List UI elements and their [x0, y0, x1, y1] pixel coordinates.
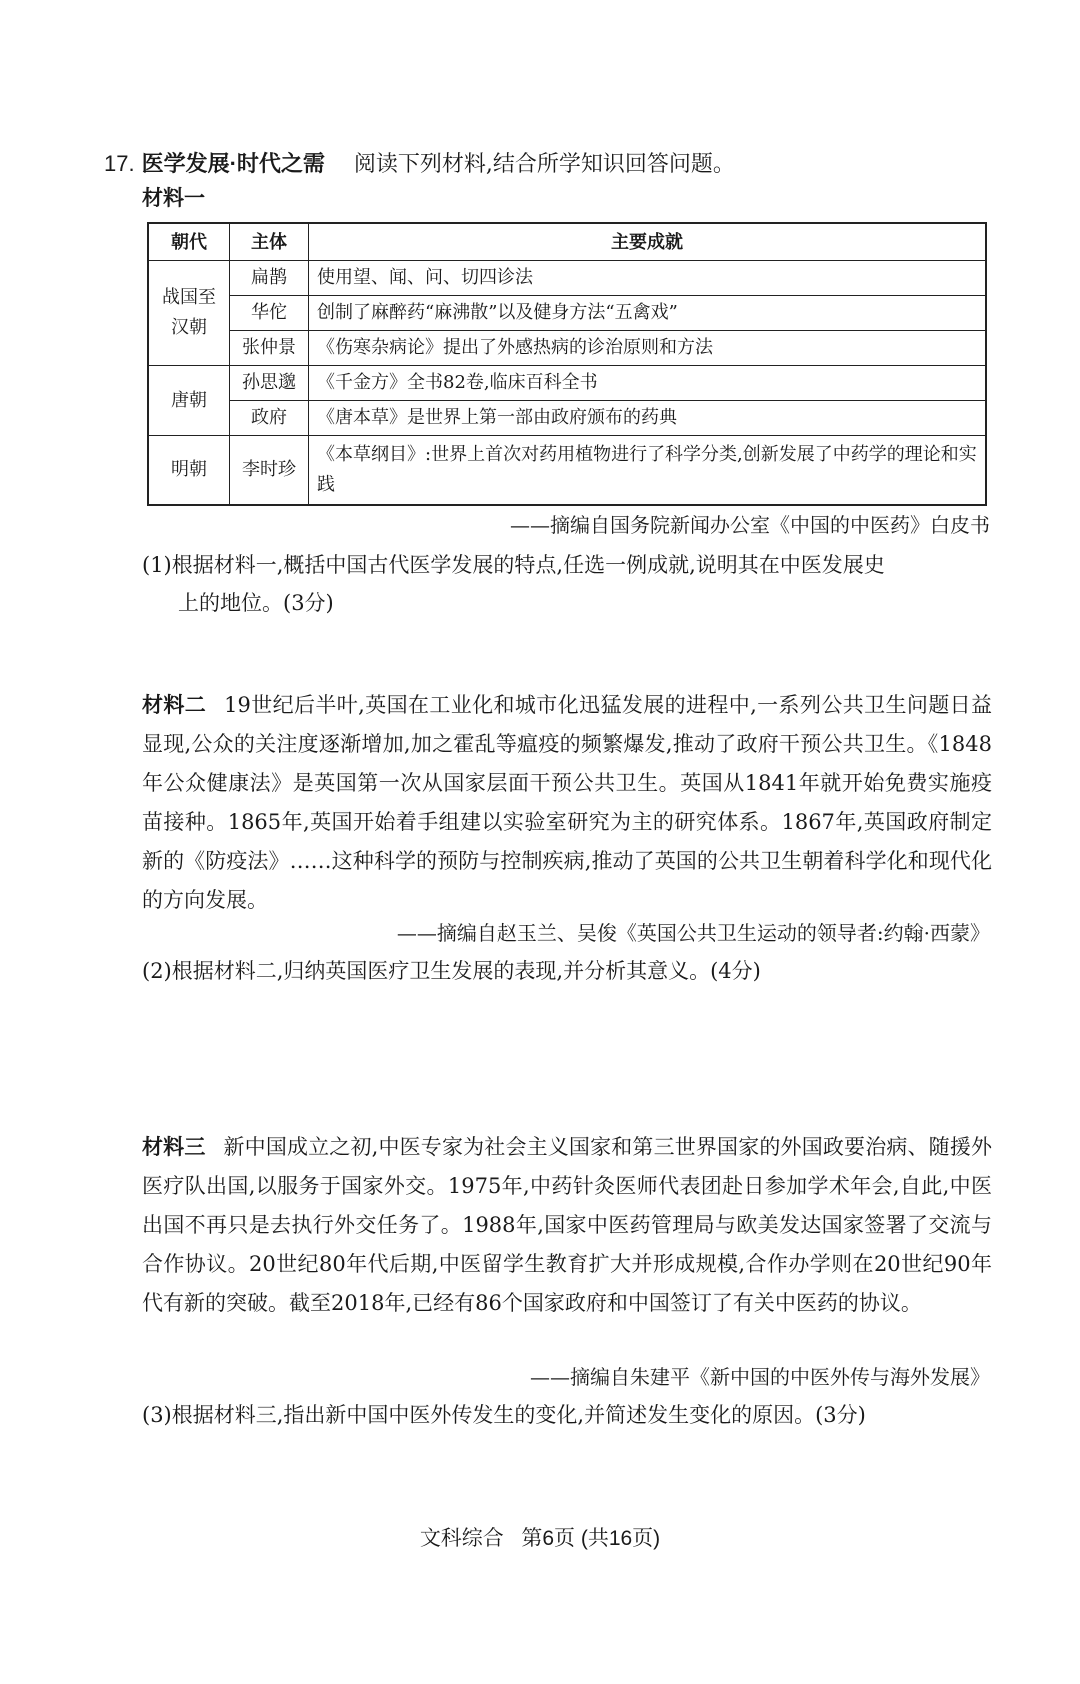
question-header	[104, 148, 735, 181]
table-row	[148, 366, 986, 401]
achievement-cell: 《千金方》全书82卷,临床百科全书	[309, 366, 987, 401]
header-dynasty: 朝代	[148, 223, 230, 261]
footer-text: 文科综合 第6页 (共16页)	[419, 1527, 661, 1550]
material3	[142, 1128, 992, 1323]
table-row	[148, 436, 986, 506]
subject-cell: 华佗	[230, 296, 309, 331]
table-row	[148, 401, 986, 436]
subject-cell: 孙思邈	[230, 366, 309, 401]
question-topic: 医学发展·时代之需	[141, 151, 325, 176]
achievement-cell: 《本草纲目》:世界上首次对药用植物进行了科学分类,创新发展了中药学的理论和实践	[309, 436, 987, 506]
achievement-cell: 使用望、闻、问、切四诊法	[309, 261, 987, 296]
material3-text: 新中国成立之初,中医专家为社会主义国家和第三世界国家的外国政要治病、随援外医疗队出国,以服务于国家外交。1975年,中药针灸医师代表团赴日参加学术年会,自此,中医出国不再只是去执行外交任务了。1988年,国家中医药管理局与欧美发达国家签署了交流与合作协议。20世纪80年代后期,中医留学生教育扩大并形成规模,合作办学则在20世纪90年代有新的突破。截至2018年,已经有86个国家政府和中国签订了有关中医药的协议。	[142, 1135, 992, 1315]
material3-label: 材料三	[142, 1136, 206, 1159]
achievement-cell: 《唐本草》是世界上第一部由政府颁布的药典	[309, 401, 987, 436]
table-row	[148, 261, 986, 296]
page-footer	[0, 1524, 1080, 1554]
dynasty-cell: 唐朝	[148, 366, 230, 436]
table-row	[148, 296, 986, 331]
material2-label: 材料二	[142, 694, 207, 717]
sub-question-3-line1: (3)根据材料三,指出新中国中医外传发生的变化,并简述发生变化的原因。(3分)	[142, 1403, 866, 1427]
achievements-table	[147, 222, 987, 506]
question-number: 17.	[104, 151, 135, 176]
header-achievement: 主要成就	[309, 223, 987, 261]
subject-cell: 李时珍	[230, 436, 309, 506]
dynasty-cell: 战国至汉朝	[148, 261, 230, 366]
table-row	[148, 331, 986, 366]
question-instruction: 阅读下列材料,结合所学知识回答问题。	[353, 152, 735, 177]
sub-question-2-line1: (2)根据材料二,归纳英国医疗卫生发展的表现,并分析其意义。(4分)	[142, 959, 761, 983]
material1-source: ——摘编自国务院新闻办公室《中国的中医药》白皮书	[510, 513, 990, 537]
material2	[142, 686, 992, 920]
header-subject: 主体	[230, 223, 309, 261]
sub-question-1-line1: (1)根据材料一,概括中国古代医学发展的特点,任选一例成就,说明其在中医发展史	[142, 553, 885, 577]
material3-source: ——摘编自朱建平《新中国的中医外传与海外发展》	[530, 1365, 990, 1389]
sub-question-3	[142, 1396, 992, 1434]
material1-label: 材料一	[142, 187, 205, 210]
table-header-row	[148, 223, 986, 261]
sub-question-1-line2: 上的地位。(3分)	[178, 591, 334, 615]
achievement-cell: 《伤寒杂病论》提出了外感热病的诊治原则和方法	[309, 331, 987, 366]
sub-question-1	[142, 546, 992, 622]
achievement-cell: 创制了麻醉药“麻沸散”以及健身方法“五禽戏”	[309, 296, 987, 331]
material2-source: ——摘编自赵玉兰、吴俊《英国公共卫生运动的领导者:约翰·西蒙》	[396, 921, 990, 945]
subject-cell: 政府	[230, 401, 309, 436]
subject-cell: 扁鹊	[230, 261, 309, 296]
subject-cell: 张仲景	[230, 331, 309, 366]
dynasty-cell: 明朝	[148, 436, 230, 506]
sub-question-2	[142, 952, 992, 990]
material2-text: 19世纪后半叶,英国在工业化和城市化迅猛发展的进程中,一系列公共卫生问题日益显现,公众的关注度逐渐增加,加之霍乱等瘟疫的频繁爆发,推动了政府干预公共卫生。《1848年公众健康法》是英国第一次从国家层面干预公共卫生。英国从1841年就开始免费实施疫苗接种。1865年,英国开始着手组建以实验室研究为主的研究体系。1867年,英国政府制定新的《防疫法》……这种科学的预防与控制疾病,推动了英国的公共卫生朝着科学化和现代化的方向发展。	[142, 693, 992, 912]
